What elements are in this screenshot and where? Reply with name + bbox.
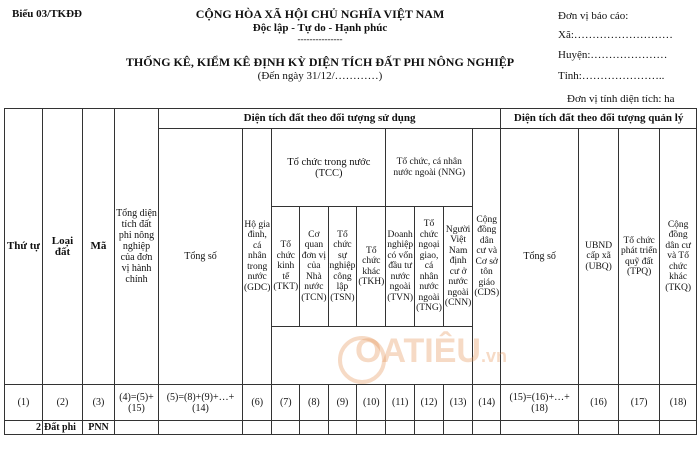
col-header-total-area: Tổng diện tích đất phi nông nghiệp của đơn vị hành chính (115, 109, 159, 385)
report-title: THỐNG KÊ, KIỂM KÊ ĐỊNH KỲ DIỆN TÍCH ĐẤT PHI NÔNG NGHIỆP (125, 55, 515, 69)
col-header-tpq: Tổ chức phát triển quỹ đất (TPQ) (619, 129, 660, 385)
row-land-type: Đất phi (43, 421, 83, 435)
col-header-stt: Thứ tự (5, 109, 43, 385)
num-cell: (14) (473, 385, 501, 421)
column-number-row (5, 385, 697, 421)
col-header-tkt: Tổ chức kinh tế (TKT) (272, 207, 300, 327)
commune-field: Xã:……………………… (558, 29, 673, 41)
motto-divider: --------------- (297, 34, 343, 44)
col-header-cds: Cộng đồng dân cư và Cơ sở tôn giáo (CDS) (473, 129, 501, 385)
col-header-gdc: Hộ gia đình, cá nhân trong nước (GDC) (243, 129, 272, 385)
num-cell: (3) (83, 385, 115, 421)
num-cell: (5)=(8)+(9)+…+(14) (159, 385, 243, 421)
col-header-code: Mã (83, 109, 115, 385)
num-cell: (2) (43, 385, 83, 421)
num-cell: (1) (5, 385, 43, 421)
col-header-tvn: Doanh nghiệp có vốn đầu tư nước ngoài (TVN) (386, 207, 415, 327)
num-cell: (18) (660, 385, 697, 421)
form-code: Biểu 03/TKĐĐ (12, 8, 82, 20)
num-cell: (8) (300, 385, 328, 421)
num-cell: (4)=(5)+(15) (115, 385, 159, 421)
num-cell: (17) (619, 385, 660, 421)
col-header-tkh: Tổ chức khác (TKH) (357, 207, 386, 327)
province-field: Tỉnh:………………….. (558, 70, 665, 82)
group-header-by-user: Diện tích đất theo đối tượng sử dụng (159, 109, 501, 129)
col-header-land-type: Loại đất (43, 109, 83, 385)
num-cell: (9) (328, 385, 357, 421)
group-header-by-manager: Diện tích đất theo đối tượng quản lý (501, 109, 697, 129)
group-header-nng: Tổ chức, cá nhân nước ngoài (NNG) (386, 129, 473, 207)
republic-heading: CỘNG HÒA XÃ HỘI CHỦ NGHĨA VIỆT NAM (195, 7, 445, 21)
col-header-total-use: Tổng số (159, 129, 243, 385)
col-header-tcn: Cơ quan đơn vị của Nhà nước (TCN) (300, 207, 328, 327)
num-cell: (10) (357, 385, 386, 421)
watermark-logo-ring (338, 336, 386, 384)
motto: Độc lập - Tự do - Hạnh phúc (252, 22, 388, 34)
num-cell: (16) (579, 385, 619, 421)
col-header-tsn: Tổ chức sự nghiệp công lập (TSN) (328, 207, 357, 327)
watermark-suffix: .vn (480, 346, 507, 366)
district-field: Huyện:………………… (558, 49, 668, 61)
col-header-cnn: Người Việt Nam định cư ở nước ngoài (CNN) (443, 207, 472, 327)
num-cell: (6) (243, 385, 272, 421)
reporting-unit-label: Đơn vị báo cáo: (558, 10, 629, 22)
col-header-ubq: UBND cấp xã (UBQ) (579, 129, 619, 385)
col-header-total-manage: Tổng số (501, 129, 579, 385)
row-stt: 2 (5, 421, 43, 435)
row-code: PNN (83, 421, 115, 435)
table-row (5, 421, 697, 435)
report-date: (Đến ngày 31/12/…………) (257, 70, 383, 82)
num-cell: (15)=(16)+…+(18) (501, 385, 579, 421)
num-cell: (11) (386, 385, 415, 421)
group-header-tcc: Tổ chức trong nước (TCC) (272, 129, 386, 207)
watermark-text: OATIÊU (355, 332, 481, 370)
area-unit: Đơn vị tính diện tích: ha (567, 93, 675, 105)
num-cell: (7) (272, 385, 300, 421)
col-header-tkq: Cộng đồng dân cư và Tổ chức khác (TKQ) (660, 129, 697, 385)
col-header-tng: Tổ chức ngoại giao, cá nhân nước ngoài (TNG) (415, 207, 444, 327)
num-cell: (13) (443, 385, 472, 421)
num-cell: (12) (415, 385, 444, 421)
land-statistics-table (4, 108, 697, 435)
